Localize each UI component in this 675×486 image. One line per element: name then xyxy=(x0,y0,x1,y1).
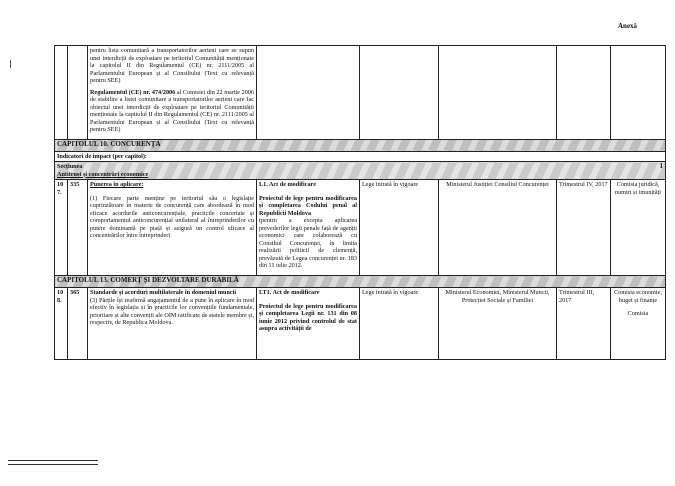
provision-title: Standarde și acorduri multilaterale în domeniul muncii xyxy=(90,289,237,296)
provision-text: (3) Părțile își reafirmă angajamentul de a pune în aplicare în mod efectiv în legislația și în practicile lor convențiile fundamentale, prioritare și alte convenții ale OIM ratificate de statele membre și, respectiv, de Republica Moldova. xyxy=(90,296,254,326)
measure-cell xyxy=(257,180,360,276)
expected-result: Lege intrată în vigoare xyxy=(360,288,439,360)
provision-text: (1) Fiecare parte menține pe teritoriul său o legislație cuprinzătoare în materie de concurență care abordează în mod eficace acordurile anticoncurențiale, practicile concertate și comportamentul anticoncurențial unilateral al întreprinderilor cu putere dominantă pe piață și asigură un control eficace al concentrărilor între întreprinderi xyxy=(90,194,254,239)
deadline: Trimestrul IV, 2017 xyxy=(557,180,611,276)
continuation-row xyxy=(55,46,666,140)
measure-heading: LT1. Act de modificare xyxy=(259,289,320,296)
row-number: 10 7. xyxy=(55,180,68,276)
committee-secondary: Comisia xyxy=(627,310,649,317)
article-number: 365 xyxy=(68,288,88,360)
measure-bill: Proiectul de lege pentru modificarea și completarea Legii nr. 131 din 08 iunie 2012 privind controlul de stat asupra activității de xyxy=(259,302,357,332)
regulation-paragraph-2 xyxy=(90,89,254,134)
provision-cell xyxy=(88,180,257,276)
footnote-rule-secondary xyxy=(8,464,98,465)
section-number: 1 xyxy=(659,162,663,170)
measure-heading: L1. Act de modificare xyxy=(259,181,316,188)
expected-result: Lege intrată în vigoare xyxy=(360,180,439,276)
article-number: 335 xyxy=(68,180,88,276)
chapter-13-title: CAPITOLUL 13. COMERȚ ȘI DEZVOLTARE DURABILĂ xyxy=(55,276,666,288)
margin-mark xyxy=(10,60,11,68)
measure-bill: Proiectul de lege pentru modificarea și completarea Codului penal al Republicii Moldova xyxy=(259,194,357,217)
chapter-10-title: CAPITOLUL 10. CONCURENȚA xyxy=(55,139,666,151)
annex-label: Anexă xyxy=(618,22,638,30)
regulation-reference: Regulamentul (CE) nr. 474/2006 xyxy=(90,88,176,96)
section-row xyxy=(55,162,666,180)
footnote-rule xyxy=(8,460,98,461)
chapter-10-band xyxy=(55,139,666,151)
measure-cell xyxy=(257,288,360,360)
provision-title: Punerea în aplicare: xyxy=(90,181,144,188)
parliamentary-committee: Comisia juridică, numiri și imunități xyxy=(611,180,666,276)
section-label: Secțiunea xyxy=(57,163,83,170)
regulation-paragraph-1: pentru lista comunitară a transportatorilor aerieni care se supun unei interdicții de exploatare pe teritoriul Comunității menționate la capitolul II din Regulamentul (CE) nr. 2111/2005 al Parlamentului European și al Consiliului (Text cu relevanță pentru SEE) xyxy=(90,47,254,84)
table-row xyxy=(55,180,666,276)
table-row xyxy=(55,288,666,360)
regulation-text-cell xyxy=(88,46,257,140)
parliamentary-committee xyxy=(611,288,666,360)
regulation-description: al Comisiei din 22 martie 2006 de stabilire a listei comunitare a transportatorilor aerieni care fac obiectul unei interdicții de exploatare pe teritoriul Comunității menționate la capitolul II din Regulamentul (CE) nr. 2111/2005 al Parlamentului European și al Consiliului (Text cu relevanță pentru SEE) xyxy=(90,88,254,133)
impact-indicators-label: Indicatori de impact (per capitol): xyxy=(55,151,666,162)
responsible-institution: Ministerul Justiției Consiliul Concurenței xyxy=(439,180,557,276)
chapter-13-band xyxy=(55,276,666,288)
row-number: 10 8. xyxy=(55,288,68,360)
responsible-institution: Ministerul Economiei, Ministerul Muncii, Protecției Sociale și Familiei xyxy=(439,288,557,360)
provision-cell xyxy=(88,288,257,360)
section-title: Antitrust și concentrări economice xyxy=(57,170,149,178)
deadline: Trimestrul III, 2017 xyxy=(557,288,611,360)
action-plan-table xyxy=(54,45,666,360)
committee-primary: Comisia economie, buget și finanțe xyxy=(614,289,662,304)
measure-details: (pentru a excepta aplicarea prevederilor legii penale față de agenții economici care colaborează cu Consiliul Concurenței, în limita realizării politicii de clemență, prevăzută de Legea concurenței nr. 183 din 11 iulie 2012. xyxy=(259,217,357,269)
section-cell xyxy=(55,162,666,180)
impact-indicators-row xyxy=(55,151,666,162)
